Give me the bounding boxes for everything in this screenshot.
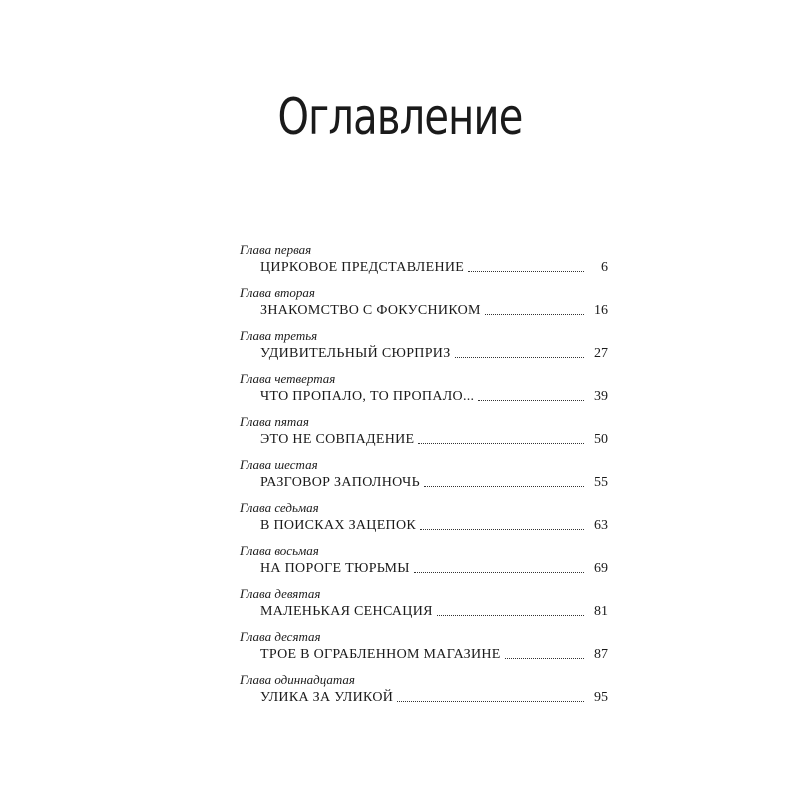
chapter-title: ЗНАКОМСТВО С ФОКУСНИКОМ — [260, 303, 481, 318]
toc-entry[interactable] — [240, 457, 608, 501]
chapter-title: РАЗГОВОР ЗАПОЛНОЧЬ — [260, 475, 420, 490]
chapter-title: МАЛЕНЬКАЯ СЕНСАЦИЯ — [260, 604, 433, 619]
toc-entry[interactable] — [240, 414, 608, 458]
toc-entry[interactable] — [240, 543, 608, 587]
toc-entry[interactable] — [240, 285, 608, 329]
chapter-title: ЭТО НЕ СОВПАДЕНИЕ — [260, 432, 415, 447]
chapter-title: УЛИКА ЗА УЛИКОЙ — [260, 690, 394, 705]
dot-leader — [455, 356, 584, 358]
chapter-label: Глава шестая — [240, 457, 318, 472]
dot-leader — [505, 657, 584, 659]
chapter-label: Глава одиннадцатая — [240, 672, 355, 687]
dot-leader — [397, 700, 584, 702]
chapter-label: Глава вторая — [240, 285, 315, 300]
chapter-title: УДИВИТЕЛЬНЫЙ СЮРПРИЗ — [260, 346, 451, 361]
chapter-label: Глава четвертая — [240, 371, 336, 386]
page-number: 16 — [594, 303, 608, 318]
chapter-title: ТРОЕ В ОГРАБЛЕННОМ МАГАЗИНЕ — [260, 647, 501, 662]
chapter-title: НА ПОРОГЕ ТЮРЬМЫ — [260, 561, 410, 576]
page-title: Оглавление — [277, 88, 523, 146]
toc-entry[interactable] — [240, 672, 608, 716]
chapter-label: Глава девятая — [240, 586, 321, 601]
page-number: 87 — [594, 647, 608, 662]
chapter-label: Глава пятая — [240, 414, 309, 429]
toc-entry[interactable] — [240, 242, 608, 286]
page-number: 55 — [594, 475, 608, 490]
toc-entry[interactable] — [240, 328, 608, 372]
page-number: 27 — [594, 346, 608, 361]
dot-leader — [420, 528, 584, 530]
toc-entry[interactable] — [240, 500, 608, 544]
chapter-label: Глава третья — [240, 328, 318, 343]
chapter-title: ЦИРКОВОЕ ПРЕДСТАВЛЕНИЕ — [260, 260, 465, 275]
dot-leader — [414, 571, 584, 573]
dot-leader — [418, 442, 584, 444]
dot-leader — [478, 399, 584, 401]
chapter-title: В ПОИСКАХ ЗАЦЕПОК — [260, 518, 417, 533]
chapter-title: ЧТО ПРОПАЛО, ТО ПРОПАЛО... — [260, 389, 475, 404]
page-number: 69 — [594, 561, 608, 576]
chapter-label: Глава седьмая — [240, 500, 319, 515]
chapter-label: Глава восьмая — [240, 543, 319, 558]
page-number: 81 — [594, 604, 608, 619]
page-number: 50 — [594, 432, 608, 447]
dot-leader — [485, 313, 584, 315]
toc-entry[interactable] — [240, 586, 608, 630]
dot-leader — [468, 270, 584, 272]
toc-entry[interactable] — [240, 371, 608, 415]
chapter-label: Глава десятая — [240, 629, 321, 644]
page-number: 63 — [594, 518, 608, 533]
dot-leader — [424, 485, 584, 487]
page-number: 6 — [601, 260, 608, 275]
chapter-label: Глава первая — [240, 242, 312, 257]
dot-leader — [437, 614, 584, 616]
toc-entry[interactable] — [240, 629, 608, 673]
page-number: 95 — [594, 690, 608, 705]
page-number: 39 — [594, 389, 608, 404]
